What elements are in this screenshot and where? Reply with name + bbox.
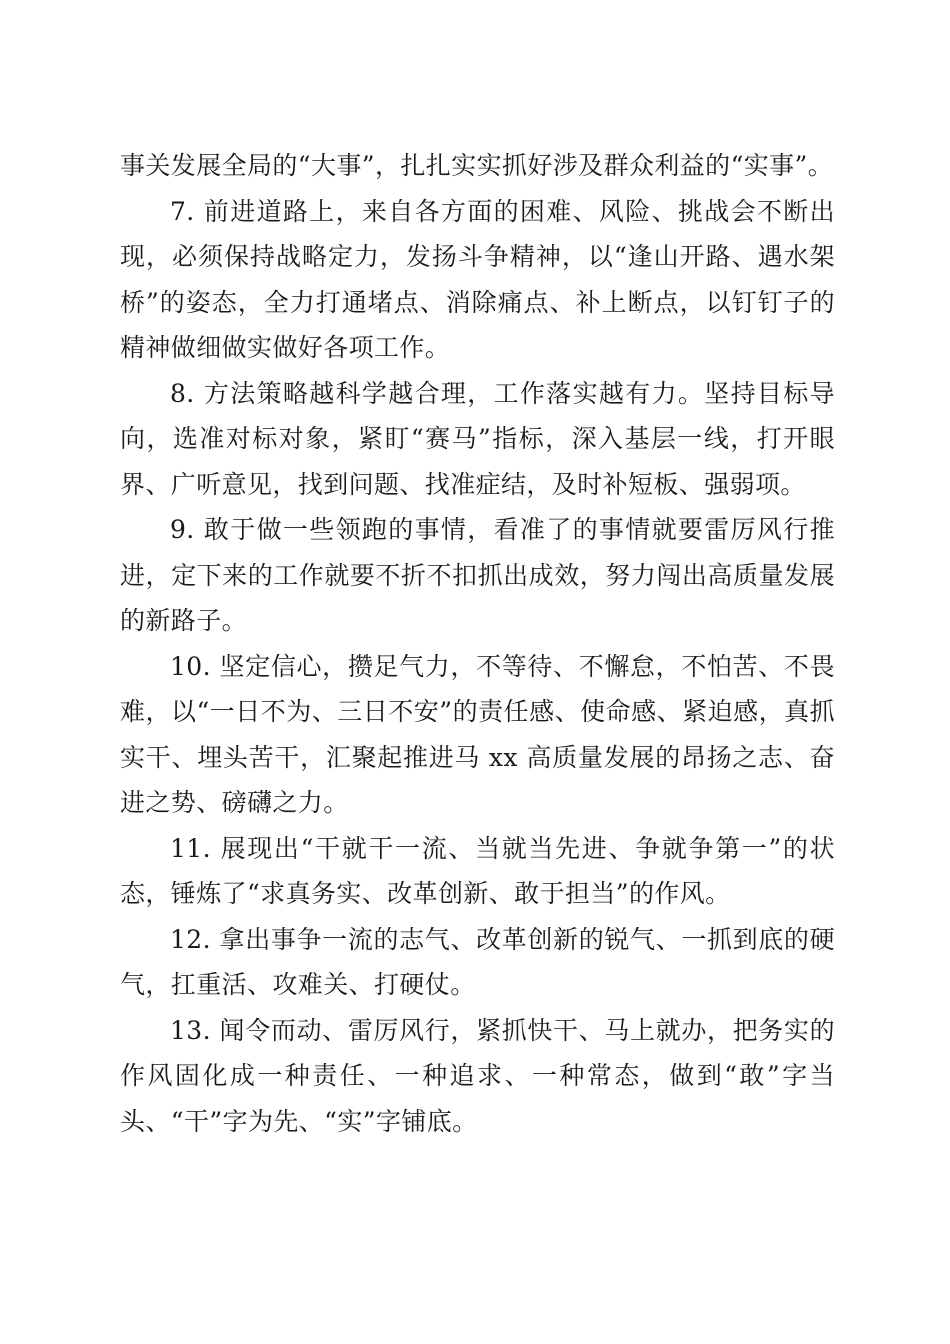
paragraph-item-8: 8. 方法策略越科学越合理，工作落实越有力。坚持目标导向，选准对标对象，紧盯“赛马”指标，深入基层一线，打开眼界、广听意见，找到问题、找准症结，及时补短板、强弱项。 (120, 378, 835, 499)
paragraph-continuation: 事关发展全局的“大事”，扎扎实实抓好涉及群众利益的“实事”。 (120, 151, 834, 180)
paragraph-item-11: 11. 展现出“干就干一流、当就当先进、争就争第一”的状态，锤炼了“求真务实、改革创新、敢于担当”的作风。 (120, 833, 835, 908)
paragraph-item-7: 7. 前进道路上，来自各方面的困难、风险、挑战会不断出现，必须保持战略定力，发扬斗争精神，以“逢山开路、遇水架桥”的姿态，全力打通堵点、消除痛点、补上断点，以钉钉子的精神做细做实做好各项工作。 (120, 196, 835, 362)
paragraph-item-10: 10. 坚定信心，攒足气力，不等待、不懈怠，不怕苦、不畏难，以“一日不为、三日不安”的责任感、使命感、紧迫感，真抓实干、埋头苦干，汇聚起推进马 xx 高质量发展的昂扬之志、奋进之势、磅礴之力。 (120, 651, 835, 817)
paragraph-item-12: 12. 拿出事争一流的志气、改革创新的锐气、一抓到底的硬气，扛重活、攻难关、打硬仗。 (120, 924, 835, 999)
paragraph-item-13: 13. 闻令而动、雷厉风行，紧抓快干、马上就办，把务实的作风固化成一种责任、一种追求、一种常态，做到“敢”字当头、“干”字为先、“实”字铺底。 (120, 1015, 835, 1136)
document-body (120, 143, 835, 1144)
paragraph-item-9: 9. 敢于做一些领跑的事情，看准了的事情就要雷厉风行推进，定下来的工作就要不折不扣抓出成效，努力闯出高质量发展的新路子。 (120, 515, 835, 635)
